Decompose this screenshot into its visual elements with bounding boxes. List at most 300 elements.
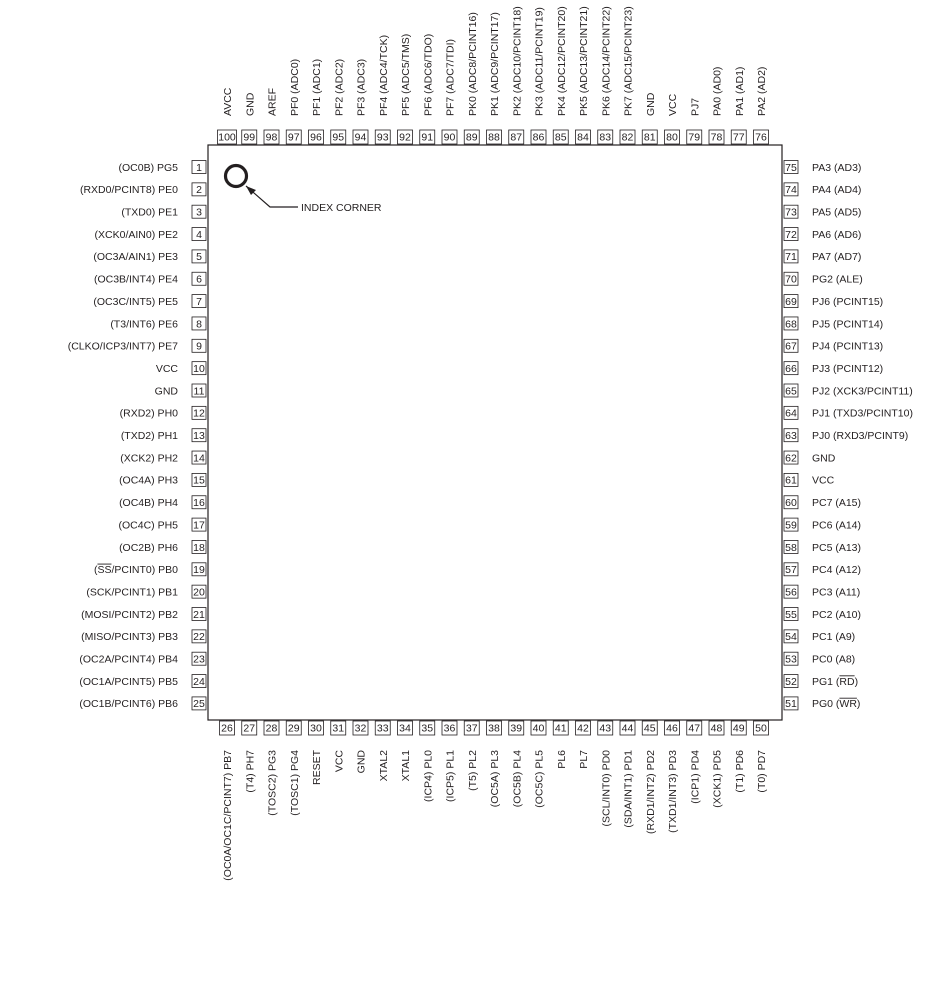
pin-label: PA4 (AD4) xyxy=(812,184,862,197)
pin-right-58 xyxy=(784,540,861,553)
pin-left-1 xyxy=(118,161,206,174)
pin-number: 75 xyxy=(785,161,797,174)
pin-number: 6 xyxy=(196,273,202,286)
pin-left-5 xyxy=(93,250,206,263)
pin-label: PF0 (ADC0) xyxy=(288,58,301,116)
pin-left-2 xyxy=(80,183,206,196)
pin-bottom-37 xyxy=(464,721,479,791)
pin-number: 94 xyxy=(354,131,367,144)
pin-label: PC6 (A14) xyxy=(812,519,862,532)
pin-label: PC3 (A11) xyxy=(812,586,861,599)
index-corner-label: INDEX CORNER xyxy=(301,202,382,214)
pin-label: RESET xyxy=(311,750,323,786)
pin-label: (SDA/INT1) PD1 xyxy=(622,750,635,828)
pin-right-66 xyxy=(784,362,883,375)
pin-layer xyxy=(68,6,913,880)
pin-left-8 xyxy=(110,317,206,330)
pin-left-20 xyxy=(86,585,206,598)
pin-right-53 xyxy=(784,652,855,665)
pin-label: PA6 (AD6) xyxy=(812,228,862,241)
pin-bottom-41 xyxy=(553,721,568,769)
pin-number: 90 xyxy=(443,131,456,144)
pin-label: XTAL1 xyxy=(400,750,412,782)
pin-label: PA5 (AD5) xyxy=(812,206,862,219)
pin-label: PC1 (A9) xyxy=(812,631,856,644)
pin-right-54 xyxy=(784,630,855,643)
pin-number: 88 xyxy=(488,131,500,144)
pin-left-6 xyxy=(94,272,206,285)
pin-number: 16 xyxy=(193,497,205,510)
pin-number: 46 xyxy=(666,722,678,735)
pin-label: PF4 (ADC4/TCK) xyxy=(377,34,390,116)
pin-top-94 xyxy=(353,59,368,144)
pin-top-86 xyxy=(531,7,546,144)
pin-left-25 xyxy=(79,697,206,710)
pin-number: 35 xyxy=(421,722,434,735)
pin-top-77 xyxy=(731,67,746,144)
pin-label: (OC0A/OC1C/PCINT7) PB7 xyxy=(222,750,234,881)
pin-label: (SS/PCINT0) PB0 xyxy=(93,564,178,577)
pin-number: 48 xyxy=(710,722,723,735)
pin-top-79 xyxy=(687,98,702,144)
pin-label: (RXD2) PH0 xyxy=(119,407,178,420)
pin-number: 58 xyxy=(785,541,797,554)
pin-number: 42 xyxy=(577,722,589,735)
pin-label: (T5) PL2 xyxy=(466,750,479,791)
pin-left-17 xyxy=(118,518,206,531)
pin-number: 40 xyxy=(532,722,545,735)
pin-label: VCC xyxy=(667,93,679,116)
pin-left-16 xyxy=(119,496,206,509)
pin-top-95 xyxy=(331,59,346,144)
pin-number: 99 xyxy=(243,131,256,144)
pin-number: 50 xyxy=(755,722,767,735)
pin-label: (OC2A/PCINT4) PB4 xyxy=(79,653,178,666)
pin-top-99 xyxy=(242,92,257,144)
pin-left-13 xyxy=(121,429,206,442)
pin-number: 98 xyxy=(265,131,278,144)
pin-number: 17 xyxy=(193,519,205,532)
pin-label: PG1 (RD) xyxy=(812,675,859,688)
pin-number: 56 xyxy=(785,586,797,599)
pin-label: (OC3C/INT5) PE5 xyxy=(93,295,178,308)
pin-number: 2 xyxy=(196,184,202,197)
pin-label: GND xyxy=(154,385,178,398)
pin-label: PA7 (AD7) xyxy=(812,251,862,264)
pin-top-84 xyxy=(576,6,591,144)
pin-label: PJ4 (PCINT13) xyxy=(812,340,884,353)
pin-number: 68 xyxy=(785,318,797,331)
pin-number: 61 xyxy=(785,474,797,487)
pin-number: 69 xyxy=(785,295,797,308)
pin-label: PA1 (AD1) xyxy=(733,66,746,116)
pin-label: XTAL2 xyxy=(377,750,390,782)
pin-label: PK3 (ADC11/PCINT19) xyxy=(533,7,546,116)
pin-bottom-33 xyxy=(375,721,390,781)
pin-bottom-49 xyxy=(731,721,746,793)
pin-left-24 xyxy=(79,675,206,688)
pin-left-15 xyxy=(119,473,206,486)
pin-number: 74 xyxy=(785,184,797,197)
pin-label: PC4 (A12) xyxy=(812,564,862,577)
pin-number: 26 xyxy=(221,722,233,735)
pin-label: PK0 (ADC8/PCINT16) xyxy=(466,12,479,116)
pin-number: 77 xyxy=(732,131,745,144)
pin-label: PF3 (ADC3) xyxy=(355,58,368,116)
pin-label: PC5 (A13) xyxy=(812,541,862,554)
pin-label: PJ5 (PCINT14) xyxy=(812,318,884,331)
pin-bottom-44 xyxy=(620,721,635,828)
pin-number: 55 xyxy=(785,608,797,621)
pin-number: 13 xyxy=(193,430,205,442)
pin-number: 1 xyxy=(196,161,202,174)
pin-right-63 xyxy=(784,429,908,442)
pin-right-67 xyxy=(784,339,883,352)
pin-top-96 xyxy=(309,59,324,144)
pin-number: 83 xyxy=(599,131,612,144)
pin-number: 22 xyxy=(193,631,205,644)
pin-number: 96 xyxy=(310,131,322,144)
pin-right-70 xyxy=(784,272,863,285)
pin-label: PJ1 (TXD3/PCINT10) xyxy=(812,407,913,420)
pin-number: 97 xyxy=(287,131,300,144)
pin-number: 89 xyxy=(465,131,478,144)
pin-right-52 xyxy=(784,675,858,688)
pin-label: (OC3B/INT4) PE4 xyxy=(93,273,178,286)
pin-number: 78 xyxy=(710,131,723,144)
pin-label: (XCK1) PD5 xyxy=(711,750,724,808)
pin-label: PK6 (ADC14/PCINT22) xyxy=(600,6,613,116)
pin-number: 80 xyxy=(666,131,678,144)
pin-label: VCC xyxy=(155,362,178,375)
pin-bottom-46 xyxy=(665,721,680,833)
pin-number: 5 xyxy=(196,251,202,264)
pin-label: GND xyxy=(812,452,836,465)
pin-bottom-35 xyxy=(420,721,435,802)
pin-top-78 xyxy=(709,67,724,144)
pin-label: PF2 (ADC2) xyxy=(333,58,346,116)
pin-number: 73 xyxy=(785,206,797,219)
pin-number: 95 xyxy=(332,131,345,144)
pin-number: 24 xyxy=(193,675,205,688)
pin-bottom-42 xyxy=(576,721,591,769)
pin-number: 65 xyxy=(785,385,797,398)
pin-label: (XCK0/AIN0) PE2 xyxy=(94,228,178,241)
pin-label: (RXD0/PCINT8) PE0 xyxy=(79,184,178,197)
pin-number: 71 xyxy=(785,251,797,264)
pin-number: 81 xyxy=(643,131,656,144)
pin-label: PA0 (AD0) xyxy=(711,66,724,116)
pin-bottom-38 xyxy=(487,721,502,807)
pin-right-73 xyxy=(784,205,861,218)
pin-number: 86 xyxy=(532,131,545,144)
pin-top-93 xyxy=(375,35,390,144)
pin-top-98 xyxy=(264,88,279,144)
pin-top-88 xyxy=(487,12,502,144)
pin-right-75 xyxy=(784,161,861,174)
pin-top-87 xyxy=(509,6,524,144)
pin-label: (ICP5) PL1 xyxy=(444,750,457,802)
pin-label: PJ6 (PCINT15) xyxy=(812,295,884,308)
pin-right-59 xyxy=(784,518,861,531)
pin-number: 11 xyxy=(193,385,205,398)
pin-number: 57 xyxy=(785,564,797,577)
pin-label: VCC xyxy=(333,750,346,773)
pin-label: PK1 (ADC9/PCINT17) xyxy=(489,12,501,116)
pin-number: 37 xyxy=(465,722,478,735)
pin-number: 32 xyxy=(354,722,367,735)
chip-body xyxy=(208,145,782,720)
pin-right-71 xyxy=(784,250,861,263)
pin-label: (OC4C) PH5 xyxy=(118,519,178,532)
pin-number: 93 xyxy=(376,131,389,144)
pin-bottom-48 xyxy=(709,721,724,808)
pin-number: 21 xyxy=(193,608,205,621)
pin-number: 82 xyxy=(621,131,634,144)
pin-top-81 xyxy=(642,92,657,144)
pin-left-9 xyxy=(68,339,206,352)
pin-label: PJ7 xyxy=(689,97,702,116)
pin-number: 72 xyxy=(785,228,797,241)
pin-left-10 xyxy=(156,362,206,375)
pin-label: (T4) PH7 xyxy=(244,750,257,793)
pin-label: (TXD1/INT3) PD3 xyxy=(667,750,679,833)
pin-right-60 xyxy=(784,496,861,509)
pin-right-69 xyxy=(784,295,883,308)
pin-bottom-28 xyxy=(264,721,279,816)
pin-number: 3 xyxy=(196,206,202,219)
pin-label: PL7 xyxy=(578,750,590,769)
pin-label: (XCK2) PH2 xyxy=(120,452,178,465)
pin-left-19 xyxy=(94,563,206,576)
pin-number: 70 xyxy=(785,273,797,286)
pin-label: PK7 (ADC15/PCINT23) xyxy=(622,6,635,116)
pin-bottom-27 xyxy=(242,721,257,793)
pin-number: 47 xyxy=(688,722,701,735)
pin-number: 100 xyxy=(218,131,236,144)
pin-label: AREF xyxy=(266,87,279,116)
pin-label: VCC xyxy=(812,474,835,487)
pin-number: 29 xyxy=(287,722,300,735)
pin-label: PG0 (WR) xyxy=(812,698,861,711)
pin-label: (SCK/PCINT1) PB1 xyxy=(86,586,178,599)
pin-top-92 xyxy=(398,34,413,144)
pin-label: PJ2 (XCK3/PCINT11) xyxy=(812,385,913,398)
pin-number: 62 xyxy=(785,452,797,465)
pin-top-90 xyxy=(442,39,457,144)
pin-number: 45 xyxy=(643,722,656,735)
pin-number: 92 xyxy=(399,131,411,144)
pin-left-21 xyxy=(81,608,206,621)
pin-number: 12 xyxy=(193,407,205,420)
pin-number: 59 xyxy=(785,519,797,532)
pin-right-55 xyxy=(784,608,861,621)
pin-number: 4 xyxy=(196,228,202,241)
pin-label: (OC0B) PG5 xyxy=(118,161,178,174)
pin-number: 91 xyxy=(421,131,434,144)
pin-number: 18 xyxy=(193,541,205,554)
pin-label: (MISO/PCINT3) PB3 xyxy=(81,631,178,644)
pin-number: 10 xyxy=(193,362,205,375)
pin-label: PF6 (ADC6/TDO) xyxy=(422,33,435,116)
pin-right-56 xyxy=(784,585,860,598)
pin-label: PC0 (A8) xyxy=(812,653,856,666)
pin-top-83 xyxy=(598,6,613,144)
pin-number: 15 xyxy=(193,474,205,487)
pin-number: 30 xyxy=(310,722,322,735)
pin-label: GND xyxy=(355,750,368,774)
pin-number: 66 xyxy=(785,362,797,375)
pin-label: PJ3 (PCINT12) xyxy=(812,362,884,375)
pin-number: 60 xyxy=(785,497,797,510)
pin-label: (T3/INT6) PE6 xyxy=(110,318,178,331)
pin-label: PA3 (AD3) xyxy=(812,161,862,174)
pin-label: PF1 (ADC1) xyxy=(311,58,323,116)
pin-top-82 xyxy=(620,6,635,144)
pin-right-72 xyxy=(784,228,861,241)
pin-right-61 xyxy=(784,473,835,486)
pin-number: 67 xyxy=(785,340,797,353)
pin-right-74 xyxy=(784,183,861,196)
pin-label: PL6 xyxy=(555,750,568,769)
pin-label: PF7 (ADC7/TDI) xyxy=(444,38,457,116)
pin-number: 39 xyxy=(510,722,523,735)
pin-bottom-26 xyxy=(220,721,235,881)
pin-left-12 xyxy=(120,406,206,419)
pin-number: 64 xyxy=(785,407,797,420)
pin-bottom-47 xyxy=(687,721,702,804)
pin-number: 43 xyxy=(599,722,612,735)
pin-number: 36 xyxy=(443,722,456,735)
pin-bottom-29 xyxy=(286,721,301,816)
pin-label: PJ0 (RXD3/PCINT9) xyxy=(812,430,909,442)
pin-number: 38 xyxy=(488,722,500,735)
pin-bottom-36 xyxy=(442,721,457,802)
pin-right-51 xyxy=(784,697,860,710)
pin-left-11 xyxy=(155,384,206,397)
pin-number: 87 xyxy=(510,131,523,144)
pin-number: 7 xyxy=(196,295,202,308)
pin-left-7 xyxy=(93,295,206,308)
pin-top-76 xyxy=(754,67,769,144)
pin-label: PK5 (ADC13/PCINT21) xyxy=(578,6,590,116)
pin-number: 28 xyxy=(265,722,278,735)
pin-right-57 xyxy=(784,563,861,576)
pin-label: PA2 (AD2) xyxy=(756,66,768,116)
pin-label: (OC4B) PH4 xyxy=(119,497,178,510)
pin-label: PG2 (ALE) xyxy=(812,273,863,286)
pin-bottom-40 xyxy=(531,721,546,808)
pin-label: (OC2B) PH6 xyxy=(119,541,178,554)
pin-number: 54 xyxy=(785,631,797,644)
pin-number: 49 xyxy=(732,722,745,735)
pin-top-97 xyxy=(286,59,301,144)
pin-label: (TXD0) PE1 xyxy=(121,206,178,219)
pin-label: (TOSC1) PG4 xyxy=(288,750,301,816)
pin-left-4 xyxy=(95,228,206,241)
pin-left-23 xyxy=(79,652,206,665)
pin-label: PC2 (A10) xyxy=(812,608,862,621)
pin-bottom-43 xyxy=(598,721,613,826)
pin-number: 20 xyxy=(193,586,205,599)
pin-number: 34 xyxy=(399,722,411,735)
pin-bottom-39 xyxy=(509,721,524,807)
pin-bottom-50 xyxy=(754,721,769,793)
pin-label: (RXD1/INT2) PD2 xyxy=(644,750,657,835)
pin-number: 8 xyxy=(196,318,202,331)
pin-label: (TOSC2) PG3 xyxy=(266,750,279,816)
pin-number: 51 xyxy=(785,698,797,711)
pin-label: PC7 (A15) xyxy=(812,497,862,510)
pin-label: (ICP4) PL0 xyxy=(422,750,435,802)
pin-number: 19 xyxy=(193,564,205,577)
pin-number: 25 xyxy=(193,698,205,711)
pin-top-85 xyxy=(553,6,568,144)
pin-label: GND xyxy=(644,92,657,116)
pin-label: (OC1B/PCINT6) PB6 xyxy=(79,698,178,711)
pin-bottom-32 xyxy=(353,721,368,773)
pin-label: (MOSI/PCINT2) PB2 xyxy=(81,608,178,621)
pin-number: 9 xyxy=(196,340,202,353)
pin-left-3 xyxy=(121,205,206,218)
index-corner-marker xyxy=(226,166,247,187)
pin-right-62 xyxy=(784,451,836,464)
pin-number: 76 xyxy=(755,131,767,144)
pin-label: (OC3A/AIN1) PE3 xyxy=(93,251,178,264)
pin-top-89 xyxy=(464,12,479,144)
pin-number: 52 xyxy=(785,675,797,688)
pin-label: (CLKO/ICP3/INT7) PE7 xyxy=(67,340,178,353)
pin-number: 31 xyxy=(332,722,345,735)
pin-label: GND xyxy=(244,92,257,116)
pin-number: 14 xyxy=(193,452,205,465)
pin-number: 85 xyxy=(554,131,567,144)
pin-top-100 xyxy=(218,87,237,144)
pin-number: 33 xyxy=(376,722,389,735)
pin-top-80 xyxy=(665,93,680,144)
pin-label: (OC5B) PL4 xyxy=(511,750,524,808)
pin-bottom-31 xyxy=(331,721,346,772)
pin-number: 79 xyxy=(688,131,701,144)
pin-number: 41 xyxy=(554,722,567,735)
pin-number: 27 xyxy=(243,722,256,735)
pin-label: (T1) PD6 xyxy=(733,750,746,793)
pin-label: PK4 (ADC12/PCINT20) xyxy=(555,6,568,116)
pin-number: 84 xyxy=(577,131,589,144)
pin-number: 44 xyxy=(621,722,634,735)
pin-number: 63 xyxy=(785,430,797,442)
pin-bottom-45 xyxy=(642,721,657,834)
pin-top-91 xyxy=(420,34,435,144)
pin-label: (TXD2) PH1 xyxy=(120,430,178,442)
pin-label: PK2 (ADC10/PCINT18) xyxy=(511,6,524,116)
pin-label: (T0) PD7 xyxy=(756,750,768,793)
pin-label: PF5 (ADC5/TMS) xyxy=(400,33,412,116)
pin-label: (OC5A) PL3 xyxy=(489,750,501,808)
pin-left-22 xyxy=(81,630,206,643)
pin-left-18 xyxy=(119,540,206,553)
pin-label: AVCC xyxy=(222,87,234,116)
pin-number: 23 xyxy=(193,653,205,666)
pin-right-68 xyxy=(784,317,883,330)
pin-label: (OC1A/PCINT5) PB5 xyxy=(79,675,178,688)
pin-right-64 xyxy=(784,406,913,419)
pin-label: (OC4A) PH3 xyxy=(119,474,178,487)
pin-label: (OC5C) PL5 xyxy=(533,750,546,808)
pin-right-65 xyxy=(784,384,913,397)
pin-label: (ICP1) PD4 xyxy=(689,750,702,804)
pin-left-14 xyxy=(120,451,206,464)
